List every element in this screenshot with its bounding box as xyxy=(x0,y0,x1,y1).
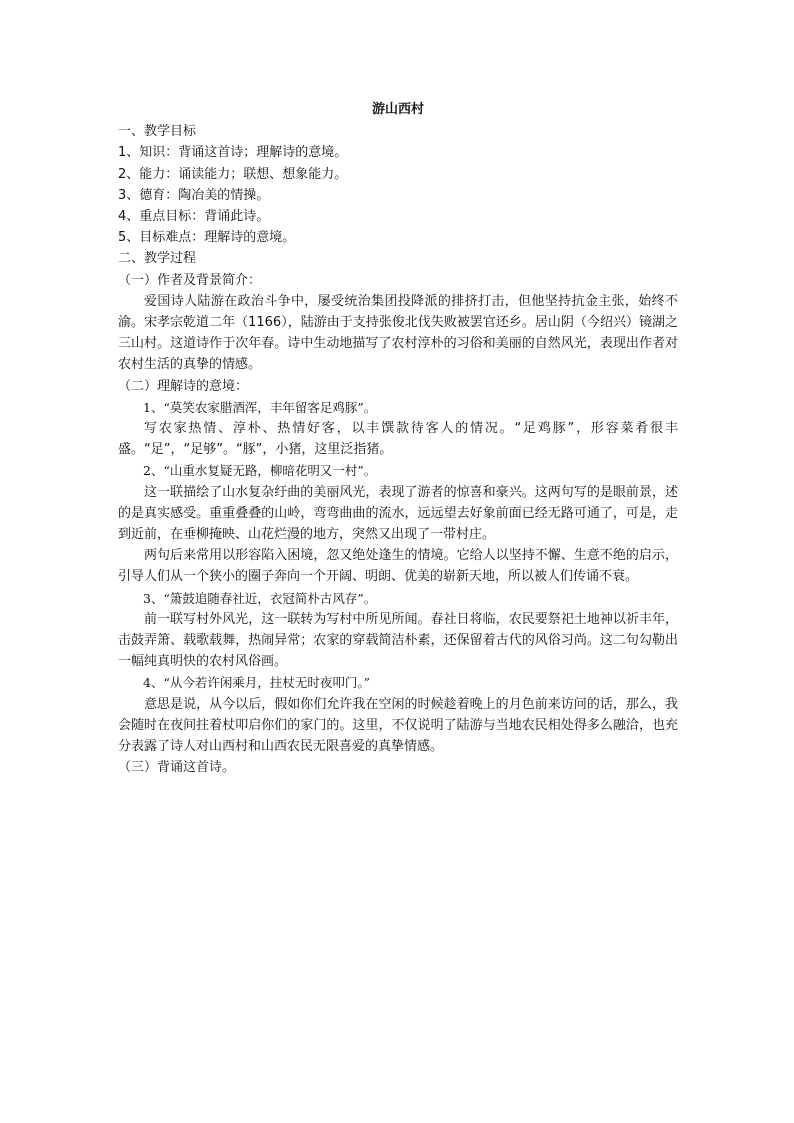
quote-4-explanation: 意思是说，从今以后，假如你们允许我在空闲的时候趁着晚上的月色前来访问的话，那么，我会随时在夜间拄着杖叩启你们的家门的。这里，不仅说明了陆游与当地农民相处得多么融洽，也充分表露了诗人对山西村和山西农民无限喜爱的真挚情感。 xyxy=(118,696,678,755)
background-paragraph: 爱国诗人陆游在政治斗争中，屡受统治集团投降派的排挤打击，但他坚持抗金主张，始终不渝。宋孝宗乾道二年（1166），陆游由于支持张俊北伐失败被罢官还乡。居山阴（今绍兴）镜湖之三山村。这道诗作于次年春。诗中生动地描写了农村淳朴的习俗和美丽的自然风光，表现出作者对农村生活的真挚的情感。 xyxy=(118,293,678,373)
poem-quote-2: 2、“山重水复疑无路，柳暗花明又一村”。 xyxy=(143,463,377,479)
subsection-heading-meaning: （二）理解诗的意境： xyxy=(118,378,249,394)
document-page xyxy=(118,99,678,779)
goal-item: 1、知识：背诵这首诗；理解诗的意境。 xyxy=(118,145,348,161)
poem-quote-1: 1、“莫笑农家腊酒浑，丰年留客足鸡豚”。 xyxy=(143,399,377,415)
quote-3-explanation: 前一联写村外风光，这一联转为写村中所见所闻。春社日将临，农民要祭祀土地神以祈丰年，击鼓弄箫、载歌载舞，热闹异常；农家的穿载简洁朴素，还保留着古代的风俗习尚。这二句勾勒出一幅纯真明快的农村风俗画。 xyxy=(118,611,678,670)
document-title: 游山西村 xyxy=(371,102,424,117)
quote-2-extension: 两句后来常用以形容陷入困境，忽又绝处逢生的情境。它给人以坚持不懈、生意不绝的启示，引导人们从一个狭小的圈子奔向一个开阔、明朗、优美的崭新天地，所以被人们传诵不衰。 xyxy=(118,548,678,585)
poem-quote-3: 3、“箫鼓追随春社近，衣冠简朴古风存”。 xyxy=(143,590,377,606)
quote-1-explanation: 写农家热情、淳朴、热情好客，以丰馔款待客人的情况。“足鸡豚”，形容菜肴很丰盛。“足”，“足够”。“豚”，小猪，这里泛指猪。 xyxy=(118,421,678,458)
subsection-heading-background: （一）作者及背景简介： xyxy=(118,272,262,288)
quote-2-explanation: 这一联描绘了山水复杂纡曲的美丽风光，表现了游者的惊喜和豪兴。这两句写的是眼前景，述的是真实感受。重重叠叠的山岭，弯弯曲曲的流水，远远望去好象前面已经无路可通了，可是，走到近前，在垂柳掩映、山花烂漫的地方，突然又出现了一带村庄。 xyxy=(118,484,678,543)
goal-item: 3、德育：陶冶美的情操。 xyxy=(118,187,270,203)
goal-item: 2、能力：诵读能力；联想、想象能力。 xyxy=(118,166,348,182)
goal-item: 4、重点目标：背诵此诗。 xyxy=(118,209,270,225)
subsection-heading-recite: （三）背诵这首诗。 xyxy=(118,760,236,776)
poem-quote-4: 4、“从今若许闲乘月，拄杖无时夜叩门。” xyxy=(143,675,370,691)
goal-item: 5、目标难点：理解诗的意境。 xyxy=(118,230,296,246)
section-heading-process: 二、教学过程 xyxy=(118,251,197,267)
section-heading-goals: 一、教学目标 xyxy=(118,124,197,140)
